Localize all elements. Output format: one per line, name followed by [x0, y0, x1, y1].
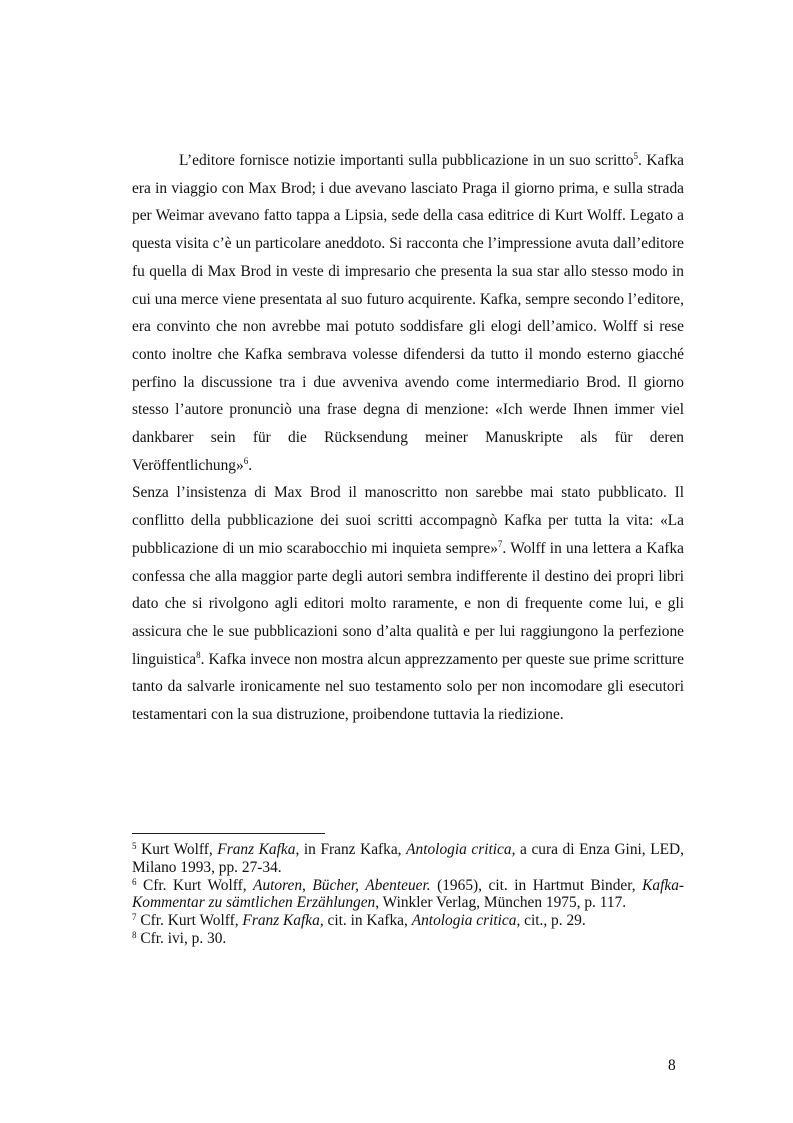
footnote-ref-7: 7	[497, 538, 503, 549]
paragraph-2	[132, 479, 684, 728]
footnote-ref-8: 8	[196, 649, 201, 660]
paragraph-2-text-a: Senza l’insistenza di Max Brod il manoscritto non sarebbe mai stato pubblicato. Il conflitto della pubblicazione dei suoi scritti accompagnò Kafka per tutta la vita: «La pubblicazione di un mio scarabocchio mi inquieta sempre»	[132, 484, 684, 557]
footnote-text: (1965), cit. in Hartmut Binder,	[430, 876, 643, 894]
footnote-title: Antologia critica,	[406, 841, 516, 858]
footnote-5	[132, 841, 684, 877]
footnote-number: 5	[132, 841, 137, 851]
footnote-title: Kafka-Kommentar zu sämtlichen Erzählungen	[132, 876, 685, 912]
footnote-8	[132, 930, 684, 948]
paragraph-1-text-b: . Kafka era in viaggio con Max Brod; i due avevano lasciato Praga il giorno prima, e sulla strada per Weimar avevano fatto tappa a Lipsia, sede della casa editrice di Kurt Wolff. Legato a questa visita c’è un particolare aneddoto. Si racconta che l’impressione avuta dall’editore fu quella di Max Brod in veste di impresario che presenta la sua star allo stesso modo in cui una merce viene presentata al suo futuro acquirente. Kafka, sempre secondo l’editore, era convinto che non avrebbe mai potuto soddisfare gli elogi dell’amico. Wolff si rese conto inoltre che Kafka sembrava volesse difendersi da tutto il mondo esterno giacché perfino la discussione tra i due avveniva avendo come intermediario Brod. Il giorno stesso l’autore pronunciò una frase degna di menzione: «Ich werde Ihnen immer viel dankbarer sein für die Rücksendung meiner Manuskripte als für deren Veröffentlichung»	[132, 152, 684, 474]
footnotes	[132, 841, 684, 948]
page-number: 8	[668, 1057, 676, 1074]
paragraph-1-text-c: .	[248, 456, 253, 474]
footnote-text: Cfr. ivi, p. 30.	[136, 929, 227, 947]
footnote-title: , Franz Kafka	[208, 841, 296, 858]
footnote-text: Cfr. Kurt Wolff,	[136, 912, 243, 930]
footnote-text: , cit., p. 29.	[516, 912, 586, 930]
footnote-text: a cura di Enza Gini, LED, Milano 1993, pp. 27-34.	[132, 841, 685, 876]
footnote-text: , Winkler Verlag, München 1975, p. 117.	[375, 894, 627, 912]
footnote-6	[132, 877, 684, 913]
footnote-title: Autoren, Bücher, Abenteuer.	[253, 876, 431, 894]
main-text	[132, 147, 684, 729]
footnote-text: Cfr. Kurt Wolff,	[136, 876, 254, 894]
paragraph-1	[132, 147, 684, 479]
footnote-number: 6	[132, 876, 137, 887]
footnote-text: , in Franz Kafka,	[295, 841, 407, 858]
footnote-ref-6: 6	[243, 455, 249, 466]
footnote-title: Franz Kafka	[242, 912, 320, 930]
footnote-separator	[132, 833, 325, 834]
footnote-title: Antologia critica	[411, 912, 517, 930]
footnote-7	[132, 912, 684, 930]
footnote-number: 8	[132, 929, 137, 940]
footnote-ref-5: 5	[633, 151, 639, 161]
footnote-number: 7	[132, 912, 137, 923]
paragraph-2-text-c: . Kafka invece non mostra alcun apprezzamento per queste sue prime scritture tanto da salvarle ironicamente nel suo testamento solo per non incomodare gli esecutori testamentari con la sua distruzione, proibendone tuttavia la riedizione.	[132, 650, 684, 724]
footnote-text: Kurt Wolff	[136, 841, 209, 858]
footnote-text: , cit. in Kafka,	[319, 912, 412, 930]
paragraph-2-text-b: . Wolff in una lettera a Kafka confessa che alla maggior parte degli autori sembra indifferente il destino dei propri libri dato che si rivolgono agli editori molto raramente, e non di frequente come lui, e gli assicura che le sue pubblicazioni sono d’alta qualità e per lui raggiungono la perfezione linguistica	[132, 539, 684, 668]
paragraph-1-text-a: L’editore fornisce notizie importanti sulla pubblicazione in un suo scritto	[179, 152, 634, 169]
